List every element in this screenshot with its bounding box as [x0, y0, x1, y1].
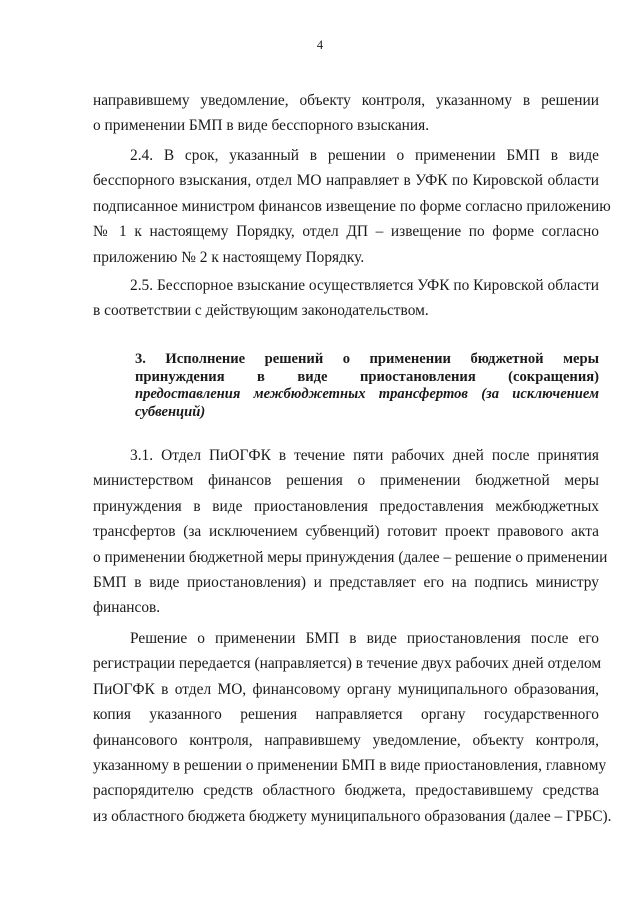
- heading-line: 3. Исполнение решений о применении бюджетной меры: [135, 351, 599, 367]
- text-line: бесспорного взыскания, отдел МО направляет в УФК по Кировской области: [93, 172, 599, 190]
- text-line: ПиОГФК в отдел МО, финансовому органу муниципального образования,: [93, 680, 599, 698]
- text-line: финансового контроля, направившему уведомление, объекту контроля,: [93, 731, 599, 749]
- text-line: в соответствии с действующим законодательством.: [93, 302, 429, 320]
- text-line: БМП в виде приостановления) и представляет его на подпись министру: [93, 574, 599, 592]
- heading-line: принуждения в виде приостановления (сокращения): [135, 368, 599, 385]
- text-line: указанному в решении о применении БМП в виде приостановления, главному: [93, 757, 607, 775]
- text-line: о применении БМП в виде бесспорного взыскания.: [93, 117, 430, 135]
- text-line: принуждения в виде приостановления предоставления межбюджетных: [93, 497, 599, 515]
- text-line: Решение о применении БМП в виде приостановления после его: [130, 630, 599, 647]
- text-line: 2.5. Бесспорное взыскание осуществляется УФК по Кировской области: [130, 277, 599, 294]
- text-line: 2.4. В срок, указанный в решении о применении БМП в виде: [130, 147, 599, 164]
- text-line: финансов.: [93, 599, 161, 617]
- paragraph-2-5: [93, 273, 599, 324]
- page-number: 4: [316, 38, 324, 52]
- paragraph-2-4: [93, 143, 611, 270]
- text-line: приложению № 2 к настоящему Порядку.: [93, 248, 365, 266]
- text-line: о применении бюджетной меры принуждения (далее – решение о применении: [93, 548, 608, 566]
- text-line: 3.1. Отдел ПиОГФК в течение пяти рабочих дней после принятия: [130, 447, 599, 464]
- text-line: трансфертов (за исключением субвенций) готовит проект правового акта: [93, 523, 599, 541]
- section-3-heading: [135, 351, 599, 421]
- text-line: копия указанного решения направляется органу государственного: [93, 706, 599, 724]
- paragraph-continuation: [93, 88, 599, 139]
- paragraph-3-1: [93, 443, 608, 621]
- text-line: № 1 к настоящему Порядку, отдел ДП – извещение по форме согласно: [93, 223, 599, 241]
- text-line: министерством финансов решения о применении бюджетной меры: [93, 472, 599, 490]
- paragraph-decision: [93, 626, 612, 829]
- text-line: регистрации передается (направляется) в течение двух рабочих дней отделом: [93, 655, 602, 673]
- text-line: направившему уведомление, объекту контроля, указанному в решении: [93, 92, 599, 109]
- heading-line: предоставления межбюджетных трансфертов (за исключением: [135, 386, 599, 402]
- text-line: подписанное министром финансов извещение по форме согласно приложению: [93, 197, 611, 215]
- text-line: из областного бюджета бюджету муниципального образования (далее – ГРБС).: [93, 807, 612, 825]
- heading-line: субвенций): [135, 403, 206, 420]
- text-line: распорядителю средств областного бюджета, предоставившему средства: [93, 782, 599, 800]
